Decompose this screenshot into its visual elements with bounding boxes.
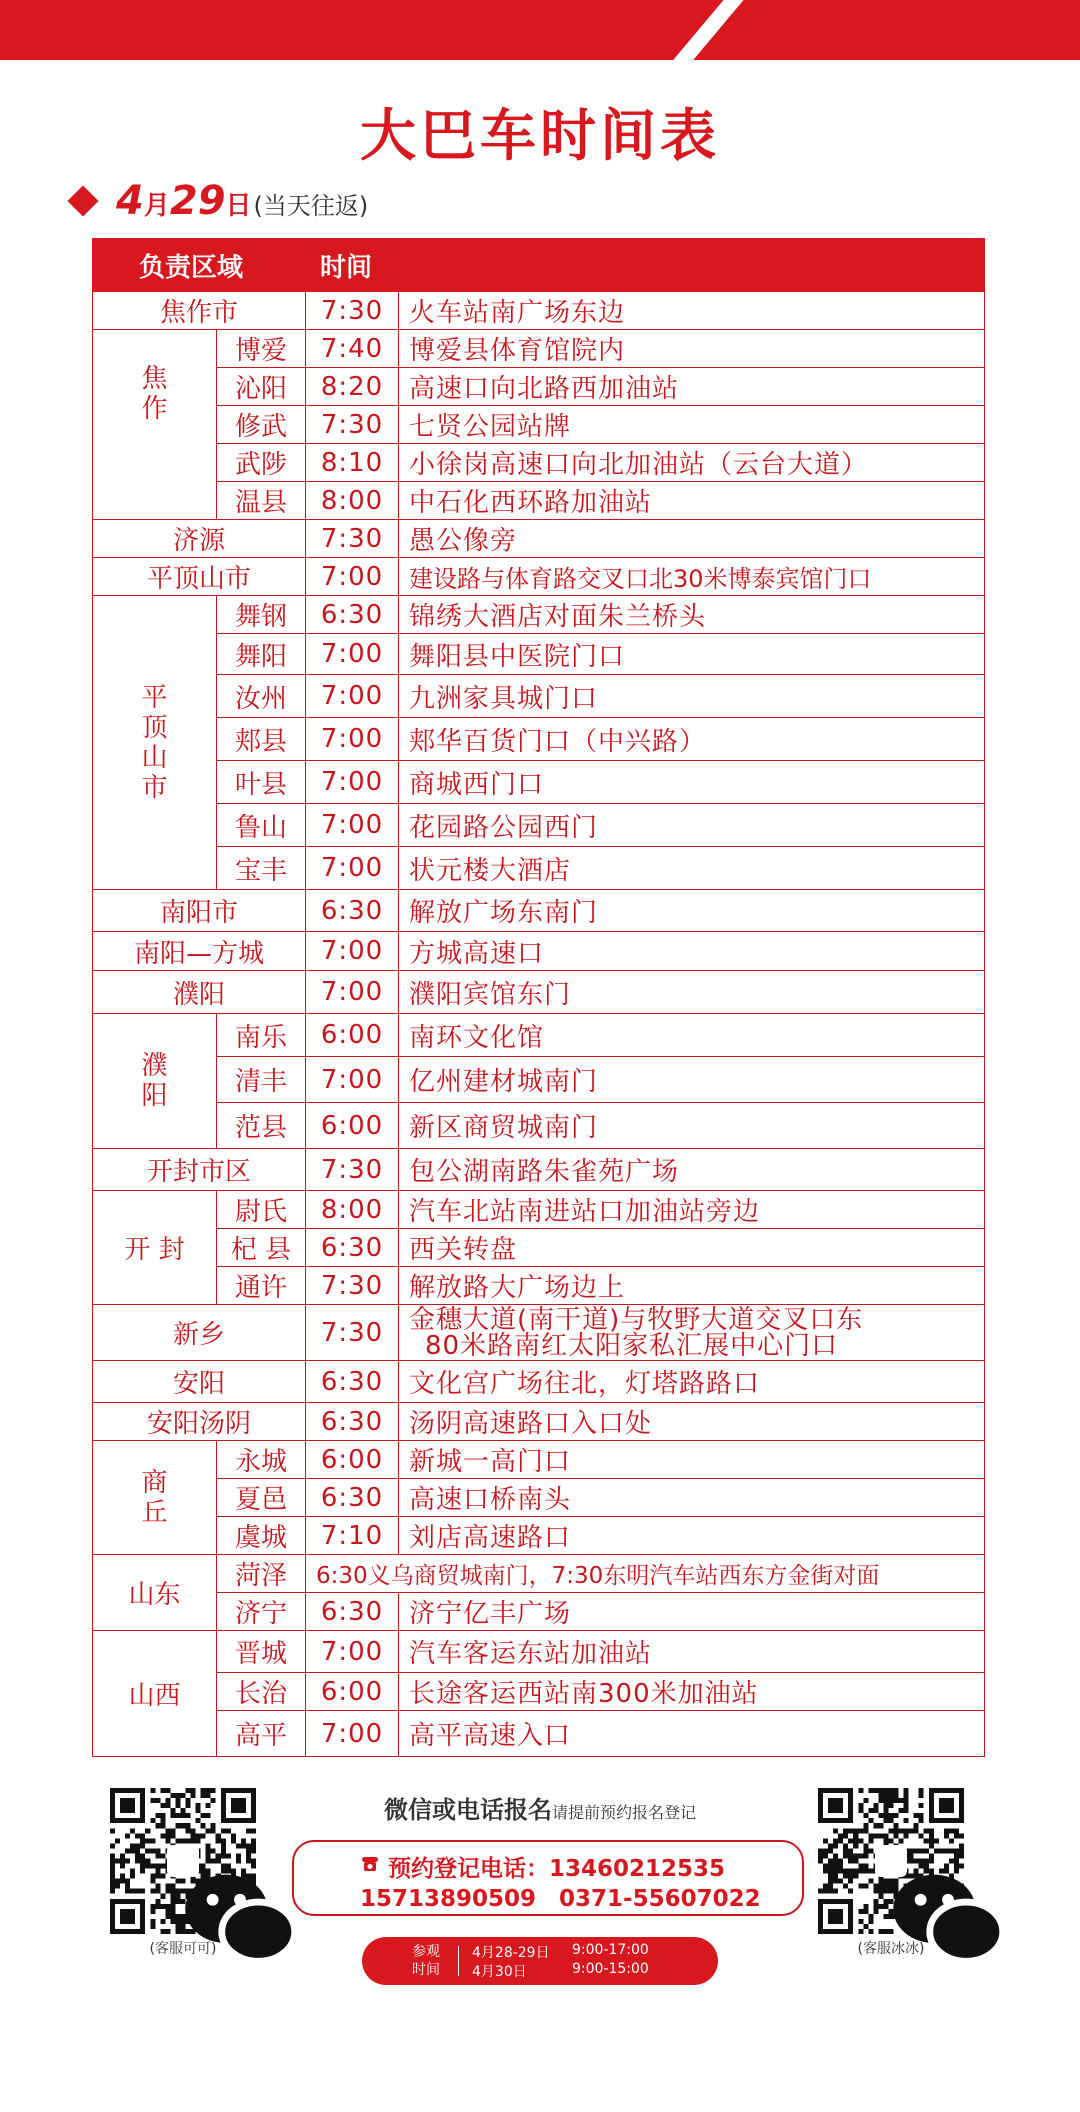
header-time: 时间 (306, 239, 399, 292)
time-cell: 7:00 (306, 932, 399, 971)
region-cell: 焦作市 (93, 292, 306, 330)
date-day-label: 日 (225, 191, 252, 221)
visit-date-2: 4月30日 (472, 1964, 527, 1980)
place-cell: 刘店高速路口 (399, 1517, 985, 1555)
group-label: 平顶山市 (141, 682, 168, 803)
sub-cell: 南乐 (217, 1014, 306, 1057)
header-region: 负责区域 (93, 239, 306, 292)
visit-time-bar (362, 1937, 718, 1985)
visit-separator (458, 1946, 459, 1976)
place-cell: 小徐岗高速口向北加油站（云台大道） (399, 444, 985, 482)
sub-cell: 沁阳 (217, 368, 306, 406)
place-cell: 长途客运西站南300米加油站 (399, 1673, 985, 1711)
sub-cell: 修武 (217, 406, 306, 444)
date-month-label: 月 (143, 191, 170, 221)
time-cell: 8:00 (306, 482, 399, 520)
group-cell: 山东 (93, 1555, 217, 1631)
table-row (93, 804, 985, 847)
table-row (93, 847, 985, 890)
table-row (93, 482, 985, 520)
qr-code-right (818, 1788, 964, 1934)
time-cell: 7:00 (306, 847, 399, 890)
group-label: 焦作 (141, 364, 168, 424)
table-row (93, 675, 985, 718)
place-cell: 锦绣大酒店对面朱兰桥头 (399, 596, 985, 634)
region-cell: 平顶山市 (93, 558, 306, 596)
place-cell (399, 1305, 985, 1361)
region-cell: 开封市区 (93, 1149, 306, 1191)
sub-cell: 通许 (217, 1267, 306, 1305)
region-cell: 新乡 (93, 1305, 306, 1361)
time-cell: 7:00 (306, 634, 399, 675)
time-cell: 6:30 (306, 1229, 399, 1267)
region-cell: 南阳—方城 (93, 932, 306, 971)
sub-cell: 叶县 (217, 761, 306, 804)
place-cell: 高速口向北路西加油站 (399, 368, 985, 406)
table-row (93, 1479, 985, 1517)
time-cell: 7:00 (306, 761, 399, 804)
diamond-icon (67, 185, 98, 216)
table-row (93, 1014, 985, 1057)
date-row (72, 178, 368, 224)
group-label: 濮阳 (141, 1051, 168, 1111)
sub-cell: 尉氏 (217, 1191, 306, 1229)
time-cell: 6:00 (306, 1014, 399, 1057)
region-cell: 濮阳 (93, 971, 306, 1014)
table-row (93, 1593, 985, 1631)
date-day: 29 (169, 178, 226, 224)
table-row (93, 1555, 985, 1593)
visit-label-2: 时间 (412, 1962, 440, 1978)
visit-label (412, 1943, 440, 1979)
sub-cell: 夏邑 (217, 1479, 306, 1517)
time-cell: 6:30 (306, 1593, 399, 1631)
sub-cell: 舞阳 (217, 634, 306, 675)
place-cell: 亿州建材城南门 (399, 1057, 985, 1103)
sub-cell: 博爱 (217, 330, 306, 368)
sub-cell: 永城 (217, 1441, 306, 1479)
table-row (93, 1103, 985, 1149)
qr-right-label: (客服冰冰) (857, 1941, 925, 1957)
wechat-icon (875, 1845, 907, 1877)
table-row (93, 1229, 985, 1267)
time-cell: 6:30 (306, 596, 399, 634)
table-row (93, 718, 985, 761)
time-cell: 8:10 (306, 444, 399, 482)
time-cell: 7:00 (306, 718, 399, 761)
schedule-table (92, 238, 985, 1757)
table-row (93, 761, 985, 804)
time-cell: 7:00 (306, 558, 399, 596)
group-cell (93, 596, 217, 890)
table-row (93, 330, 985, 368)
signup-title: 微信或电话报名 (383, 1796, 552, 1824)
sub-cell: 武陟 (217, 444, 306, 482)
time-cell: 8:00 (306, 1191, 399, 1229)
place-cell: 花园路公园西门 (399, 804, 985, 847)
sub-cell: 鲁山 (217, 804, 306, 847)
table-row (93, 1305, 985, 1361)
date-value (116, 178, 252, 224)
table-row (93, 1711, 985, 1757)
place-cell: 火车站南广场东边 (399, 292, 985, 330)
place-cell: 愚公像旁 (399, 520, 985, 558)
place-cell: 高速口桥南头 (399, 1479, 985, 1517)
table-row (93, 1361, 985, 1403)
time-cell: 6:30 (306, 890, 399, 932)
table-row (93, 1441, 985, 1479)
place-cell: 七贤公园站牌 (399, 406, 985, 444)
signup-subtitle: 请提前预约报名登记 (551, 1803, 696, 1822)
table-row (93, 558, 985, 596)
visit-date-1: 4月28-29日 (472, 1945, 550, 1961)
table-row (93, 1403, 985, 1441)
visit-time-2: 9:00-15:00 (572, 1961, 649, 1977)
table-row (93, 634, 985, 675)
time-cell: 7:30 (306, 520, 399, 558)
place-cell: 新区商贸城南门 (399, 1103, 985, 1149)
sub-cell: 范县 (217, 1103, 306, 1149)
sub-cell: 汝州 (217, 675, 306, 718)
date-note: (当天往返) (253, 192, 369, 220)
time-cell: 7:00 (306, 971, 399, 1014)
signup-heading (290, 1790, 790, 1825)
time-cell: 7:00 (306, 1057, 399, 1103)
table-row (93, 406, 985, 444)
table-row (93, 444, 985, 482)
table-row (93, 1267, 985, 1305)
time-cell: 7:30 (306, 406, 399, 444)
sub-cell: 郏县 (217, 718, 306, 761)
table-header (93, 239, 985, 292)
region-cell: 安阳 (93, 1361, 306, 1403)
place-cell: 高平高速入口 (399, 1711, 985, 1757)
visit-label-1: 参观 (412, 1944, 440, 1960)
time-cell: 7:00 (306, 1631, 399, 1673)
time-cell: 7:10 (306, 1517, 399, 1555)
top-banner (0, 0, 1080, 60)
place-cell: 博爱县体育馆院内 (399, 330, 985, 368)
time-cell: 7:30 (306, 1305, 399, 1361)
table-row (93, 1191, 985, 1229)
table-row (93, 1673, 985, 1711)
time-cell: 6:00 (306, 1103, 399, 1149)
time-cell: 6:00 (306, 1673, 399, 1711)
place-cell: 汽车北站南进站口加油站旁边 (399, 1191, 985, 1229)
place-cell: 九洲家具城门口 (399, 675, 985, 718)
table-row (93, 1517, 985, 1555)
table-row (93, 1631, 985, 1673)
place-cell: 郏华百货门口（中兴路） (399, 718, 985, 761)
time-cell: 6:30 (306, 1361, 399, 1403)
place-cell: 状元楼大酒店 (399, 847, 985, 890)
qr-left-label: (客服可可) (149, 1941, 217, 1957)
date-month: 4 (116, 178, 144, 224)
time-cell: 6:00 (306, 1441, 399, 1479)
time-cell: 7:30 (306, 292, 399, 330)
sub-cell: 虞城 (217, 1517, 306, 1555)
place-cell: 汽车客运东站加油站 (399, 1631, 985, 1673)
sub-cell: 济宁 (217, 1593, 306, 1631)
time-cell: 7:30 (306, 1267, 399, 1305)
page-title: 大巴车时间表 (360, 104, 720, 169)
phone-line-1: 预约登记电话：13460212535 (388, 1856, 726, 1882)
place-cell: 中石化西环路加油站 (399, 482, 985, 520)
place-cell: 6:30义乌商贸城南门，7:30东明汽车站西东方金街对面 (306, 1555, 985, 1593)
sub-cell: 晋城 (217, 1631, 306, 1673)
time-cell: 6:30 (306, 1403, 399, 1441)
place-cell: 新城一高门口 (399, 1441, 985, 1479)
wechat-icon (167, 1845, 199, 1877)
group-cell (93, 330, 217, 520)
sub-cell: 温县 (217, 482, 306, 520)
time-cell: 7:00 (306, 1711, 399, 1757)
group-cell: 山西 (93, 1631, 217, 1757)
table-row (93, 368, 985, 406)
group-cell (93, 1014, 217, 1149)
place-cell: 解放广场东南门 (399, 890, 985, 932)
sub-cell: 菏泽 (217, 1555, 306, 1593)
place-cell: 包公湖南路朱雀苑广场 (399, 1149, 985, 1191)
header-place (399, 239, 985, 292)
sub-cell: 杞 县 (217, 1229, 306, 1267)
place-cell: 济宁亿丰广场 (399, 1593, 985, 1631)
phone-line-2: 15713890509 0371-55607022 (360, 1886, 761, 1912)
table-row (93, 292, 985, 330)
table-row (93, 971, 985, 1014)
qr-code-left (110, 1788, 256, 1934)
region-cell: 安阳汤阴 (93, 1403, 306, 1441)
region-cell: 济源 (93, 520, 306, 558)
time-cell: 8:20 (306, 368, 399, 406)
banner-stripe-fill (693, 0, 1080, 60)
visit-time-1: 9:00-17:00 (572, 1942, 649, 1958)
time-cell: 7:30 (306, 1149, 399, 1191)
sub-cell: 清丰 (217, 1057, 306, 1103)
time-cell: 6:30 (306, 1479, 399, 1517)
table-row (93, 520, 985, 558)
time-cell: 7:40 (306, 330, 399, 368)
group-cell (93, 1441, 217, 1555)
group-label: 商丘 (141, 1467, 168, 1528)
place-cell: 濮阳宾馆东门 (399, 971, 985, 1014)
sub-cell: 高平 (217, 1711, 306, 1757)
place-cell: 商城西门口 (399, 761, 985, 804)
group-cell: 开 封 (93, 1191, 217, 1305)
place-cell: 舞阳县中医院门口 (399, 634, 985, 675)
table-row (93, 932, 985, 971)
table-row (93, 1149, 985, 1191)
place-cell: 建设路与体育路交叉口北30米博泰宾馆门口 (399, 558, 985, 596)
phone-icon (360, 1854, 380, 1874)
place-cell: 文化宫广场往北，灯塔路路口 (399, 1361, 985, 1403)
place-cell: 汤阴高速路口入口处 (399, 1403, 985, 1441)
place-cell: 西关转盘 (399, 1229, 985, 1267)
table-row (93, 596, 985, 634)
sub-cell: 宝丰 (217, 847, 306, 890)
place-cell: 方城高速口 (399, 932, 985, 971)
time-cell: 7:00 (306, 804, 399, 847)
table-row (93, 1057, 985, 1103)
sub-cell: 长治 (217, 1673, 306, 1711)
phone-box (292, 1840, 804, 1916)
place-line-2: 80米路南红太阳家私汇展中心门口 (425, 1330, 839, 1361)
region-cell: 南阳市 (93, 890, 306, 932)
table-row (93, 890, 985, 932)
sub-cell: 舞钢 (217, 596, 306, 634)
place-cell: 解放路大广场边上 (399, 1267, 985, 1305)
place-line-1: 金穗大道(南干道)与牧野大道交叉口东 (409, 1304, 864, 1335)
time-cell: 7:00 (306, 675, 399, 718)
place-cell: 南环文化馆 (399, 1014, 985, 1057)
